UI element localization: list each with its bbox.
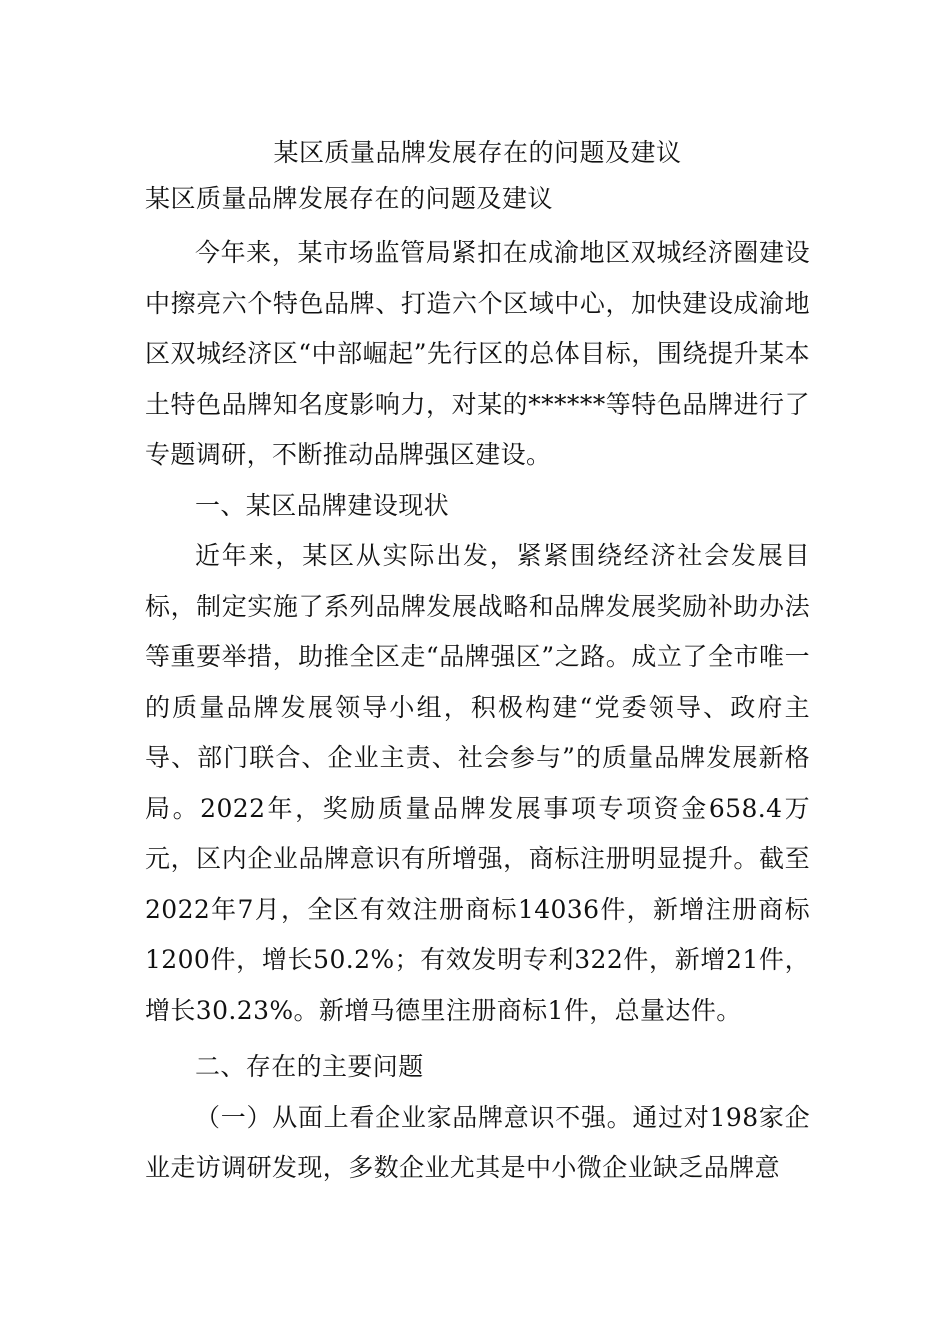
section-heading-2: 二、存在的主要问题 (195, 1052, 424, 1081)
intro-paragraph: 今年来，某市场监管局紧扣在成渝地区双城经济圈建设中擦亮六个特色品牌、打造六个区域中心，加快建设成渝地区双城经济区“中部崛起”先行区的总体目标，围绕提升某本土特色品牌知名度影响力，对某的******等特色品牌进行了专题调研，不断推动品牌强区建设。 (145, 238, 810, 469)
section-1-paragraph: 近年来，某区从实际出发，紧紧围绕经济社会发展目标，制定实施了系列品牌发展战略和品牌发展奖励补助办法等重要举措，助推全区走“品牌强区”之路。成立了全市唯一的质量品牌发展领导小组，积极构建“党委领导、政府主导、部门联合、企业主责、社会参与”的质量品牌发展新格局。2022年，奖励质量品牌发展事项专项资金658.4万元，区内企业品牌意识有所增强，商标注册明显提升。截至2022年7月，全区有效注册商标14036件，新增注册商标1200件，增长50.2%；有效发明专利322件，新增21件，增长30.23%。新增马德里注册商标1件，总量达件。 (145, 541, 810, 1025)
document-title: 某区质量品牌发展存在的问题及建议 (273, 138, 682, 167)
document-subtitle: 某区质量品牌发展存在的问题及建议 (145, 184, 554, 213)
section-heading-1: 一、某区品牌建设现状 (195, 490, 450, 520)
document-body (145, 130, 810, 1194)
section-2-item-1-paragraph: （一）从面上看企业家品牌意识不强。通过对198家企业走访调研发现，多数企业尤其是中小微企业缺乏品牌意 (145, 1102, 810, 1182)
